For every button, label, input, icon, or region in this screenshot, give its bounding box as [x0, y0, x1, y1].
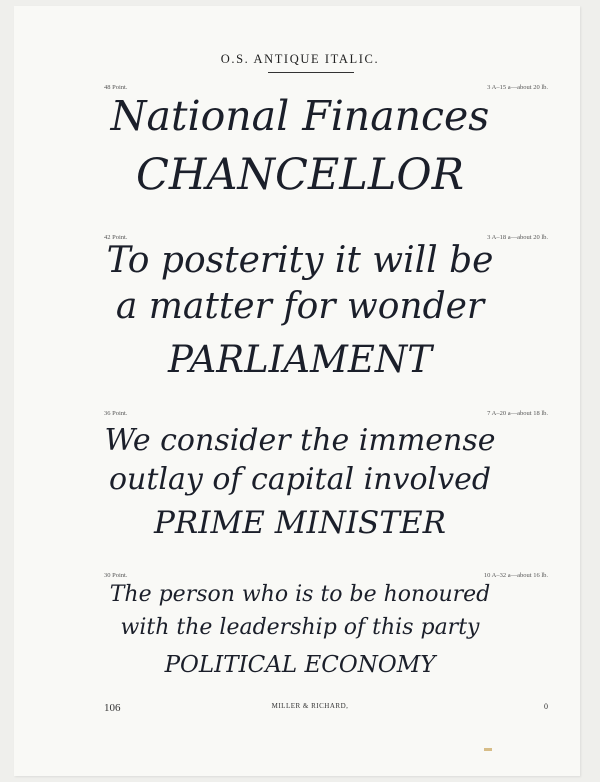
- specimen-caps-line: PARLIAMENT: [168, 338, 432, 381]
- quantity-label: 3 A–15 a—about 20 lb.: [487, 84, 548, 91]
- specimen-line: a matter for wonder: [115, 286, 485, 327]
- publisher-imprint: MILLER & RICHARD,: [271, 702, 349, 710]
- specimen-line: with the leadership of this party: [120, 615, 480, 640]
- page-title: O.S. ANTIQUE ITALIC.: [220, 52, 380, 66]
- specimen-line: outlay of capital involved: [108, 462, 492, 497]
- size-label: 42 Point.: [104, 234, 128, 241]
- specimen-caps-line: PRIME MINISTER: [154, 505, 446, 541]
- specimen-line: To posterity it will be: [106, 240, 494, 281]
- quantity-label: 10 A–32 a—about 16 lb.: [483, 572, 548, 579]
- quantity-label: 3 A–18 a—about 20 lb.: [487, 234, 548, 241]
- series-mark: 0: [544, 702, 548, 711]
- size-label: 36 Point.: [104, 410, 128, 417]
- size-label: 30 Point.: [104, 572, 128, 579]
- specimen-line: National Finances: [110, 92, 490, 140]
- title-rule: [268, 72, 354, 73]
- paper-stain: [484, 748, 492, 751]
- specimen-caps-line: CHANCELLOR: [135, 150, 465, 200]
- page-number: 106: [104, 702, 121, 714]
- quantity-label: 7 A–20 a—about 18 lb.: [487, 410, 548, 417]
- specimen-caps-line: POLITICAL ECONOMY: [164, 652, 436, 678]
- specimen-line: The person who is to be honoured: [109, 582, 491, 607]
- specimen-line: We consider the immense: [104, 423, 496, 458]
- size-label: 48 Point.: [104, 84, 128, 91]
